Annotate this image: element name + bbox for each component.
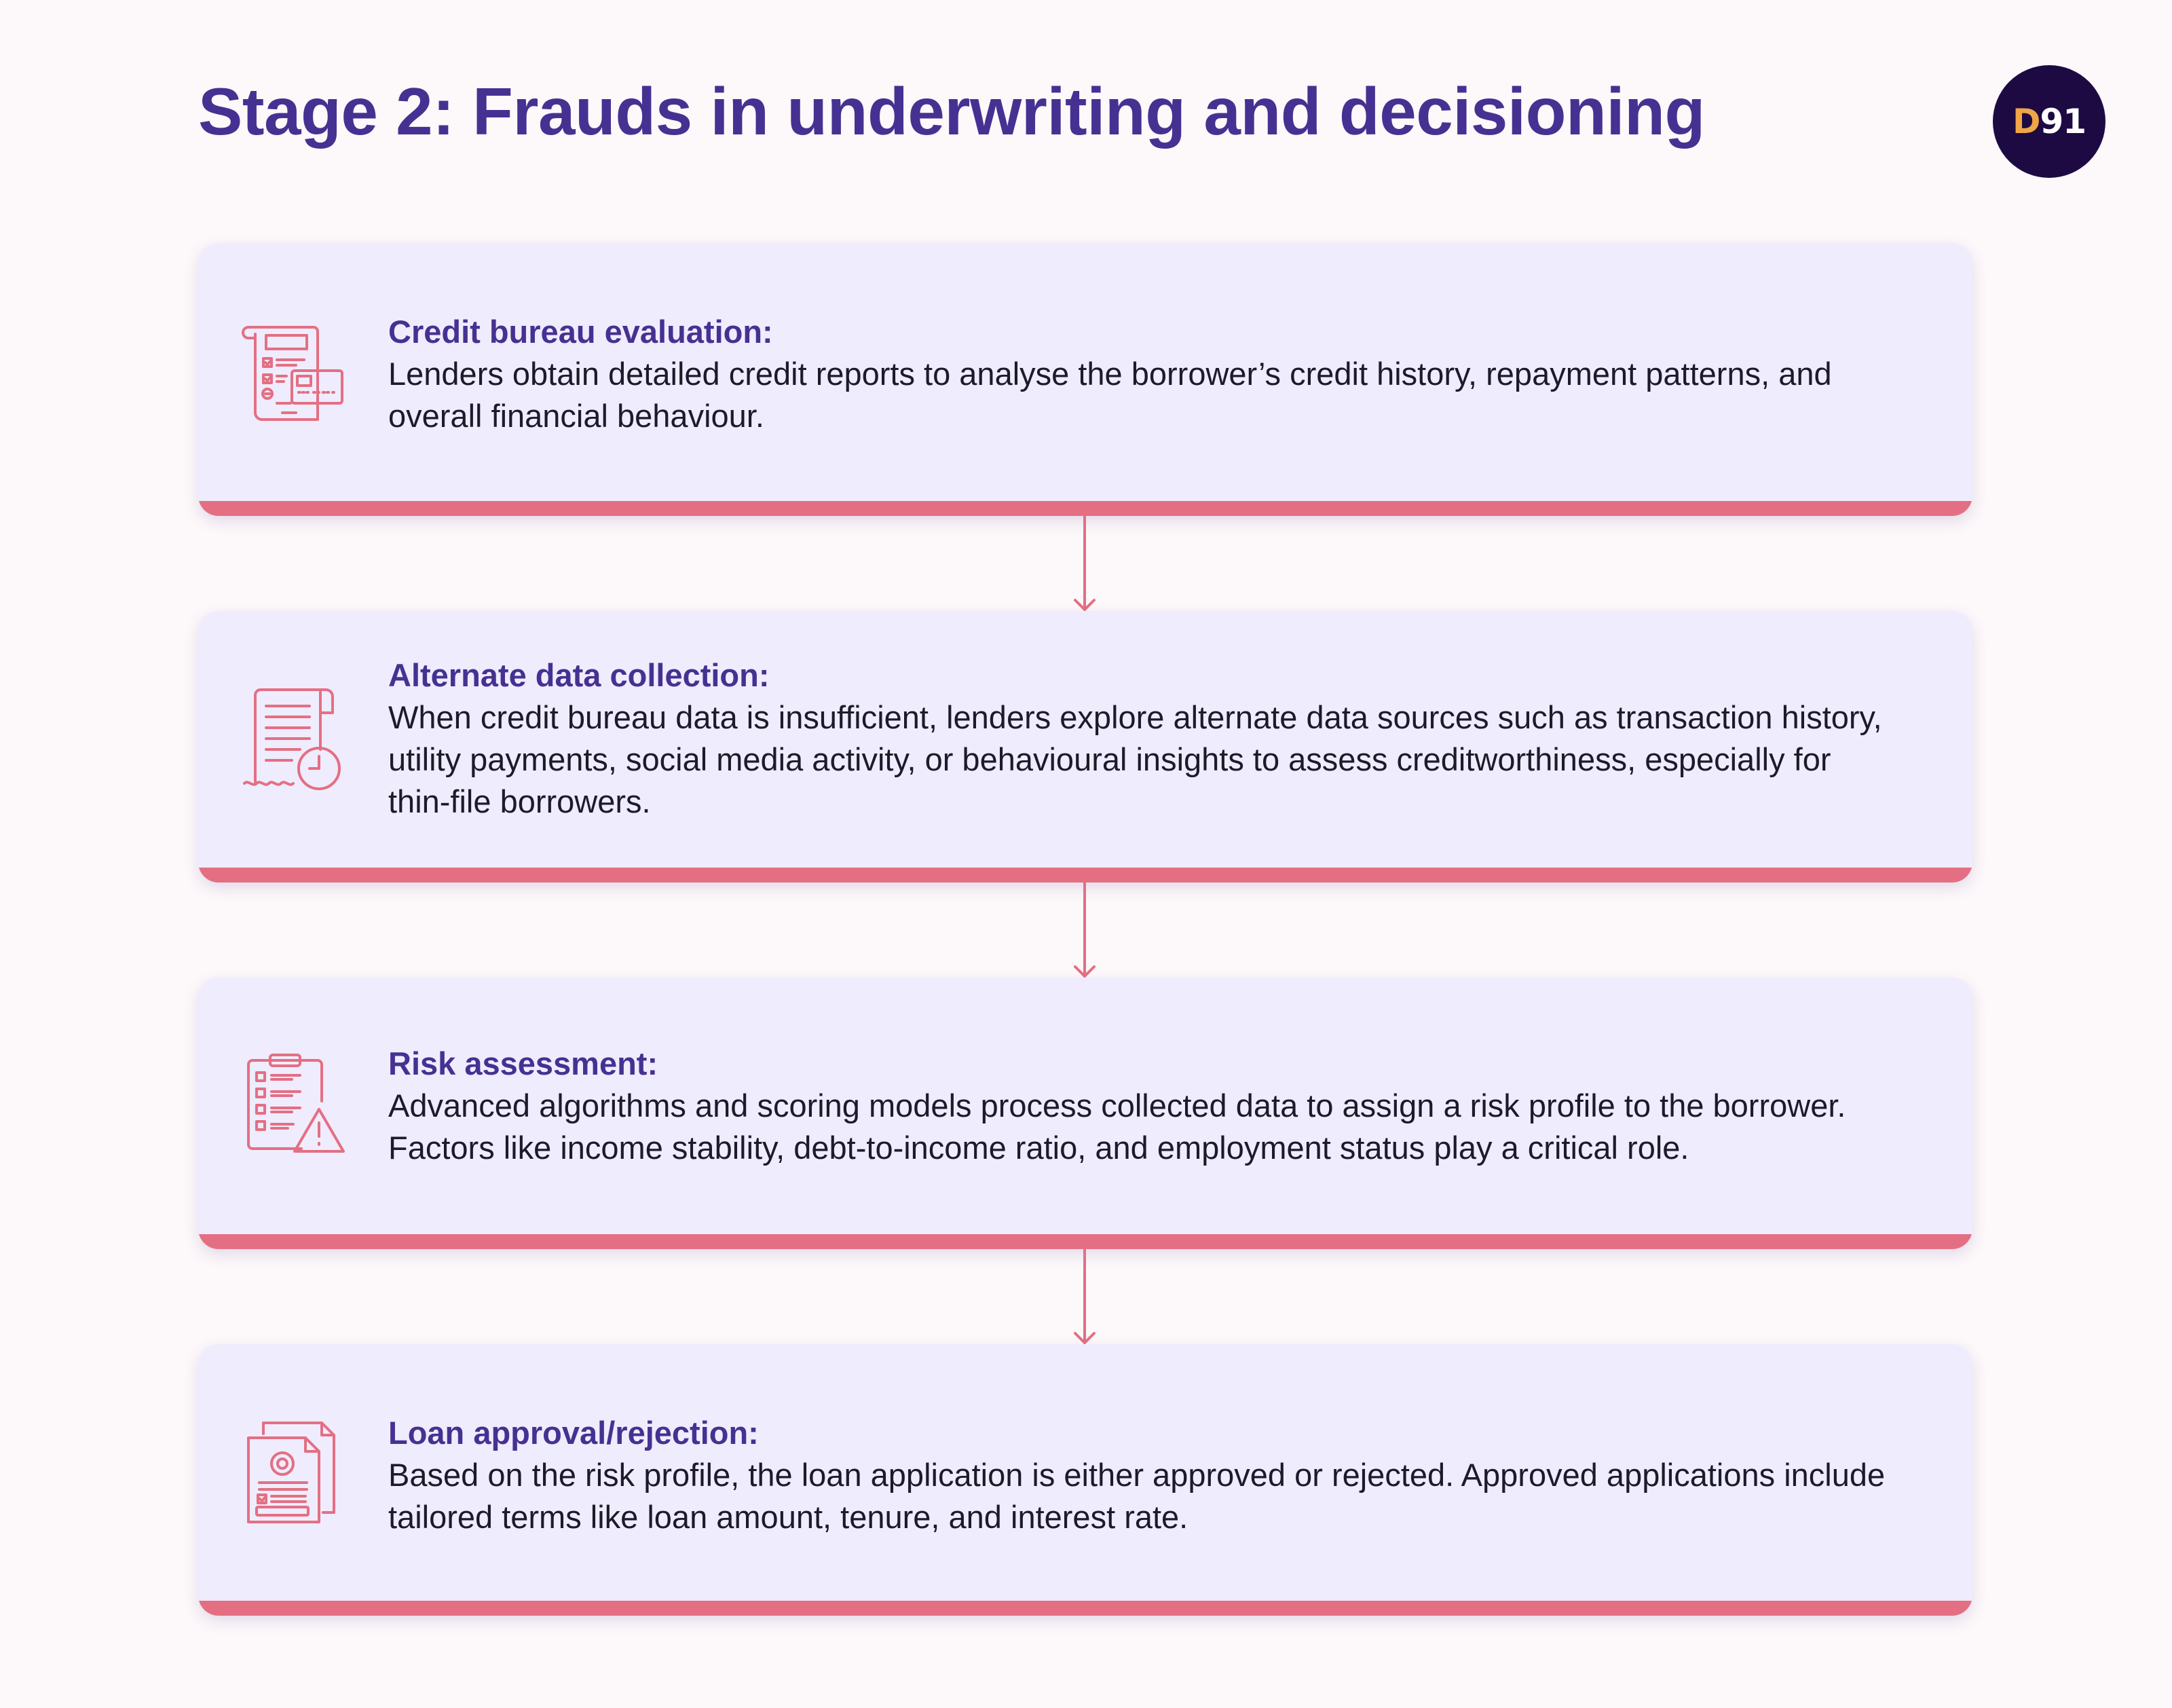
step-description: When credit bureau data is insufficient, lenders explore alternate data sources such as transaction history, utility payments, social media activity, or behavioural insights to assess creditworthiness, especially for thin-file borrowers. <box>388 699 1882 819</box>
step-description: Based on the risk profile, the loan application is either approved or rejected. Approved applications include tailored terms like loan amount, tenure, and interest rate. <box>388 1457 1886 1535</box>
flow-arrow <box>1062 1249 1108 1344</box>
d91-logo <box>1993 65 2105 178</box>
step-heading: Credit bureau evaluation: <box>388 314 773 350</box>
step-heading: Loan approval/rejection: <box>388 1415 759 1451</box>
flow-arrow <box>1062 516 1108 611</box>
step-description: Advanced algorithms and scoring models process collected data to assign a risk profile to the borrower. Factors like income stability, debt-to-income ratio, and employment status play a critical role. <box>388 1088 1846 1166</box>
risk-checklist-icon <box>239 1052 348 1161</box>
logo-letter: D <box>2012 102 2040 141</box>
step-heading: Risk assessment: <box>388 1045 658 1081</box>
credit-report-icon <box>239 318 348 426</box>
step-description: Lenders obtain detailed credit reports to analyse the borrower’s credit history, repayment patterns, and overall financial behaviour. <box>388 356 1832 434</box>
page-title: Stage 2: Frauds in underwriting and decisioning <box>198 74 1705 149</box>
flow-arrow <box>1062 883 1108 978</box>
step-heading: Alternate data collection: <box>388 657 770 693</box>
logo-number: 91 <box>2040 102 2086 141</box>
step-card-risk-assessment <box>198 978 1972 1249</box>
step-card-loan-decision <box>198 1344 1972 1616</box>
step-card-alternate-data <box>198 611 1972 883</box>
step-card-credit-bureau <box>198 243 1972 516</box>
approval-document-icon <box>239 1417 348 1526</box>
receipt-clock-icon <box>239 686 348 794</box>
